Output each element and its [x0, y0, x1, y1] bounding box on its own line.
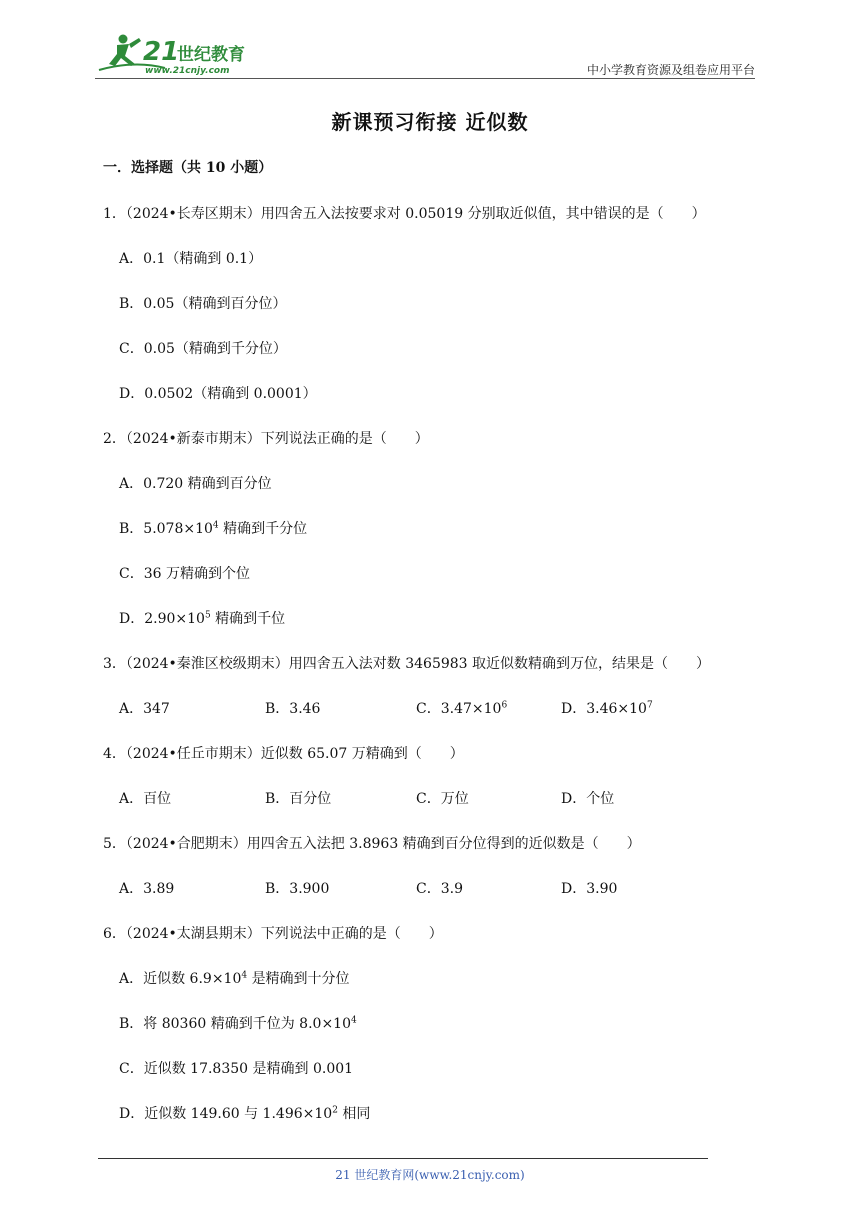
- question-4-option-b: B．百分位: [265, 791, 332, 807]
- page-title: 新课预习衔接 近似数: [331, 110, 529, 134]
- logo-21cnjy: [95, 30, 265, 76]
- footer-divider: [98, 1158, 708, 1159]
- question-5-option-d: D．3.90: [561, 881, 618, 897]
- question-4-stem: 4．（2024•任丘市期末）近似数 65.07 万精确到（ ）: [103, 746, 464, 762]
- question-6-option-d: D．近似数 149.60 与 $1.496\times 10^2$ 相同: [119, 1105, 371, 1122]
- question-1-option-a: A．0.1（精确到 0.1）: [119, 251, 263, 267]
- question-3-option-d: D．$3.46\times 10^7$: [561, 700, 653, 717]
- question-4-option-c: C．万位: [416, 791, 469, 807]
- section-heading: 一．选择题（共 10 小题）: [103, 160, 273, 176]
- question-1-stem: 1．（2024•长寿区期末）用四舍五入法按要求对 0.05019 分别取近似值，其中错误的是（ ）: [103, 206, 706, 222]
- question-5-option-b: B．3.900: [265, 881, 330, 897]
- question-3-option-a: A．347: [119, 701, 170, 717]
- footer-link[interactable]: 21 世纪教育网(www.21cnjy.com): [335, 1168, 525, 1182]
- question-6-stem: 6．（2024•太湖县期末）下列说法中正确的是（ ）: [103, 926, 443, 942]
- svg-text:www.21cnjy.com: www.21cnjy.com: [145, 66, 230, 76]
- question-3-stem: 3．（2024•秦淮区校级期末）用四舍五入法对数 3465983 取近似数精确到万位，结果是（ ）: [103, 656, 711, 672]
- header-platform-text: 中小学教育资源及组卷应用平台: [586, 63, 755, 77]
- question-6-option-b: B．将 80360 精确到千位为 $8.0\times 10^4$: [119, 1015, 357, 1032]
- question-6-option-c: C．近似数 17.8350 是精确到 0.001: [119, 1061, 354, 1077]
- question-2-option-d: D．$2.90\times 10^5$ 精确到千位: [119, 610, 286, 627]
- question-1-option-c: C．0.05（精确到千分位）: [119, 341, 287, 357]
- question-5-stem: 5．（2024•合肥期末）用四舍五入法把 3.8963 精确到百分位得到的近似数是（ ）: [103, 836, 641, 852]
- svg-text:21: 21: [143, 37, 180, 67]
- question-5-option-a: A．3.89: [119, 881, 175, 897]
- question-5-option-c: C．3.9: [416, 881, 463, 897]
- question-6-option-a: A．近似数 $6.9\times 10^4$ 是精确到十分位: [119, 970, 350, 987]
- question-1-option-b: B．0.05（精确到百分位）: [119, 296, 287, 312]
- question-2-option-c: C．36 万精确到个位: [119, 566, 250, 582]
- page-header: [95, 30, 755, 78]
- question-3-option-b: B．3.46: [265, 701, 321, 717]
- svg-text:世纪教育: 世纪教育: [177, 45, 245, 65]
- header-divider: [95, 78, 755, 79]
- question-4-option-d: D．个位: [561, 791, 615, 807]
- question-2-option-b: B．$5.078\times 10^4$ 精确到千分位: [119, 520, 308, 537]
- question-2-stem: 2．（2024•新泰市期末）下列说法正确的是（ ）: [103, 431, 429, 447]
- question-3-option-c: C．$3.47\times 10^6$: [416, 700, 508, 717]
- question-1-option-d: D．0.0502（精确到 0.0001）: [119, 386, 317, 402]
- question-2-option-a: A．0.720 精确到百分位: [119, 476, 272, 492]
- question-4-option-a: A．百位: [119, 791, 172, 807]
